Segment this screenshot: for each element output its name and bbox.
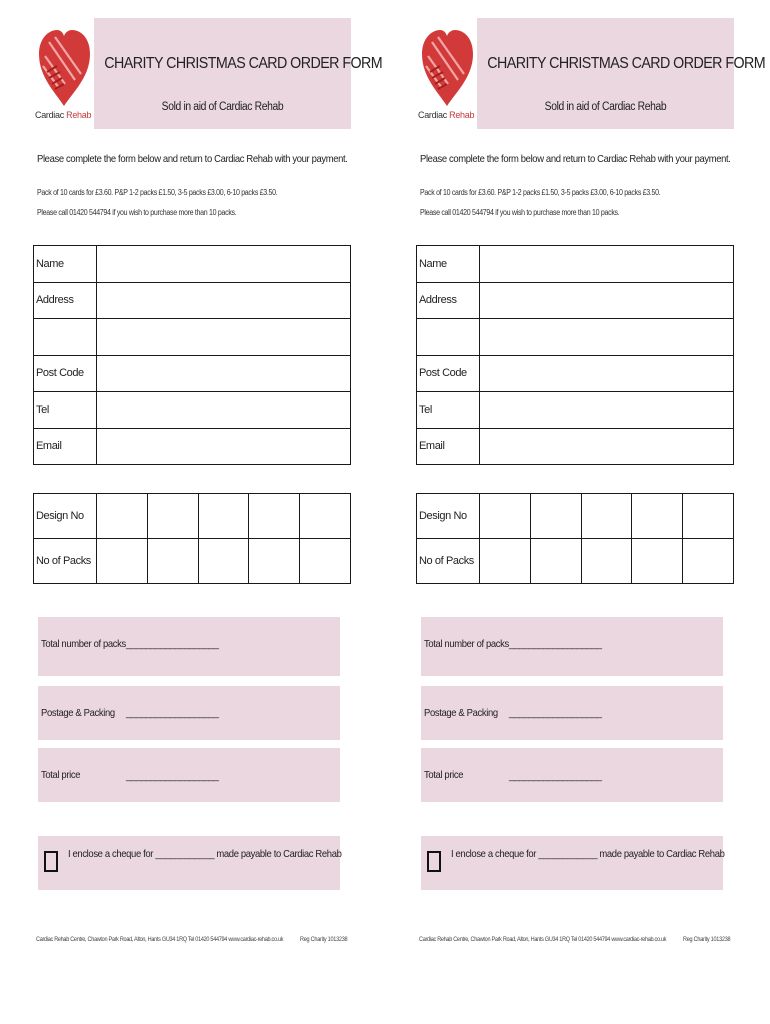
pricing-note: Pack of 10 cards for £3.60. P&P 1-2 packs £1.50, 3-5 packs £3.00, 6-10 packs £3.50.	[37, 188, 278, 197]
postage-label: Postage & Packing	[41, 707, 115, 719]
packs-cell[interactable]	[300, 539, 351, 584]
total-price-box	[421, 748, 723, 802]
cheque-box	[38, 836, 340, 890]
packs-cell[interactable]	[581, 539, 632, 584]
design-no-cell[interactable]	[147, 494, 198, 539]
order-form-right	[413, 0, 766, 1024]
address-label-blank	[417, 319, 480, 356]
form-subtitle: Sold in aid of Cardiac Rehab	[544, 101, 667, 113]
tel-field[interactable]	[480, 392, 734, 429]
design-no-label: Design No	[34, 494, 97, 539]
cardiac-rehab-logo	[418, 22, 476, 127]
logo-text: Cardiac Rehab	[418, 110, 475, 120]
call-note: Please call 01420 544794 if you wish to purchase more than 10 packs.	[37, 208, 237, 217]
postcode-label: Post Code	[34, 355, 97, 392]
packs-cell[interactable]	[97, 539, 148, 584]
design-order-table	[416, 493, 734, 584]
email-label: Email	[417, 428, 480, 465]
cheque-checkbox[interactable]	[44, 851, 58, 872]
packs-cell[interactable]	[249, 539, 300, 584]
table-row	[34, 282, 351, 319]
design-no-cell[interactable]	[581, 494, 632, 539]
postcode-label: Post Code	[417, 355, 480, 392]
name-label: Name	[34, 246, 97, 283]
address-field-line2[interactable]	[480, 319, 734, 356]
packs-cell[interactable]	[632, 539, 683, 584]
address-field-line1[interactable]	[480, 282, 734, 319]
design-no-cell[interactable]	[530, 494, 581, 539]
address-label: Address	[34, 282, 97, 319]
footer-address: Cardiac Rehab Centre, Chawton Park Road, Alton, Hants GU34 1RQ Tel 01420 544794 www.cardiac-rehab.co.uk	[419, 936, 667, 943]
table-row	[34, 494, 351, 539]
footer-charity-number: Reg Charity 1013238	[683, 936, 731, 943]
postage-box	[38, 686, 340, 740]
table-row	[34, 319, 351, 356]
footer-charity-number: Reg Charity 1013238	[300, 936, 348, 943]
design-no-cell[interactable]	[683, 494, 734, 539]
total-packs-box	[38, 617, 340, 676]
total-price-label: Total price	[424, 769, 464, 781]
table-row	[417, 355, 734, 392]
instructions-text: Please complete the form below and return to Cardiac Rehab with your payment.	[37, 153, 348, 165]
header-banner	[94, 18, 383, 129]
address-field-line2[interactable]	[97, 319, 351, 356]
cheque-amount-input[interactable]: ____________	[538, 848, 598, 860]
total-packs-input[interactable]: ___________________	[509, 638, 601, 650]
name-label: Name	[417, 246, 480, 283]
call-note: Please call 01420 544794 if you wish to purchase more than 10 packs.	[420, 208, 620, 217]
table-row	[34, 539, 351, 584]
postage-box	[421, 686, 723, 740]
address-label-blank	[34, 319, 97, 356]
postcode-field[interactable]	[97, 355, 351, 392]
design-no-cell[interactable]	[198, 494, 249, 539]
total-packs-label: Total number of packs	[424, 638, 509, 650]
packs-cell[interactable]	[530, 539, 581, 584]
total-price-input[interactable]: ___________________	[126, 770, 218, 782]
design-no-cell[interactable]	[300, 494, 351, 539]
table-row	[34, 392, 351, 429]
form-title: CHARITY CHRISTMAS CARD ORDER FORM	[487, 55, 766, 72]
table-row	[417, 428, 734, 465]
form-title: CHARITY CHRISTMAS CARD ORDER FORM	[104, 55, 383, 72]
no-of-packs-label: No of Packs	[34, 539, 97, 584]
design-order-table	[33, 493, 351, 584]
footer-address: Cardiac Rehab Centre, Chawton Park Road, Alton, Hants GU34 1RQ Tel 01420 544794 www.cardiac-rehab.co.uk	[36, 936, 284, 943]
cheque-text: I enclose a cheque for ____________ made payable to Cardiac Rehab	[68, 848, 342, 860]
tel-label: Tel	[34, 392, 97, 429]
heart-hands-icon	[418, 22, 476, 108]
packs-cell[interactable]	[480, 539, 531, 584]
address-field-line1[interactable]	[97, 282, 351, 319]
tel-label: Tel	[417, 392, 480, 429]
header-banner	[477, 18, 766, 129]
address-label: Address	[417, 282, 480, 319]
postage-input[interactable]: ___________________	[126, 707, 218, 719]
pricing-note: Pack of 10 cards for £3.60. P&P 1-2 packs £1.50, 3-5 packs £3.00, 6-10 packs £3.50.	[420, 188, 661, 197]
instructions-text: Please complete the form below and return to Cardiac Rehab with your payment.	[420, 153, 731, 165]
table-row	[34, 246, 351, 283]
cheque-amount-input[interactable]: ____________	[155, 848, 215, 860]
email-field[interactable]	[97, 428, 351, 465]
table-row	[417, 246, 734, 283]
table-row	[417, 392, 734, 429]
customer-details-table	[33, 245, 351, 465]
order-form-left	[30, 0, 383, 1024]
total-price-input[interactable]: ___________________	[509, 770, 601, 782]
design-no-cell[interactable]	[480, 494, 531, 539]
table-row	[417, 282, 734, 319]
cheque-checkbox[interactable]	[427, 851, 441, 872]
postcode-field[interactable]	[480, 355, 734, 392]
total-packs-input[interactable]: ___________________	[126, 638, 218, 650]
cheque-box	[421, 836, 723, 890]
packs-cell[interactable]	[198, 539, 249, 584]
logo-text: Cardiac Rehab	[35, 110, 92, 120]
packs-cell[interactable]	[147, 539, 198, 584]
customer-details-table	[416, 245, 734, 465]
table-row	[417, 319, 734, 356]
table-row	[417, 494, 734, 539]
packs-cell[interactable]	[683, 539, 734, 584]
total-price-box	[38, 748, 340, 802]
table-row	[34, 355, 351, 392]
design-no-cell[interactable]	[97, 494, 148, 539]
design-no-cell[interactable]	[249, 494, 300, 539]
tel-field[interactable]	[97, 392, 351, 429]
total-packs-label: Total number of packs	[41, 638, 126, 650]
form-subtitle: Sold in aid of Cardiac Rehab	[161, 101, 284, 113]
design-no-label: Design No	[417, 494, 480, 539]
total-price-label: Total price	[41, 769, 81, 781]
postage-label: Postage & Packing	[424, 707, 498, 719]
email-label: Email	[34, 428, 97, 465]
email-field[interactable]	[480, 428, 734, 465]
design-no-cell[interactable]	[632, 494, 683, 539]
heart-hands-icon	[35, 22, 93, 108]
name-field[interactable]	[480, 246, 734, 283]
no-of-packs-label: No of Packs	[417, 539, 480, 584]
cheque-text: I enclose a cheque for ____________ made payable to Cardiac Rehab	[451, 848, 725, 860]
name-field[interactable]	[97, 246, 351, 283]
postage-input[interactable]: ___________________	[509, 707, 601, 719]
total-packs-box	[421, 617, 723, 676]
table-row	[417, 539, 734, 584]
table-row	[34, 428, 351, 465]
cardiac-rehab-logo	[35, 22, 93, 127]
